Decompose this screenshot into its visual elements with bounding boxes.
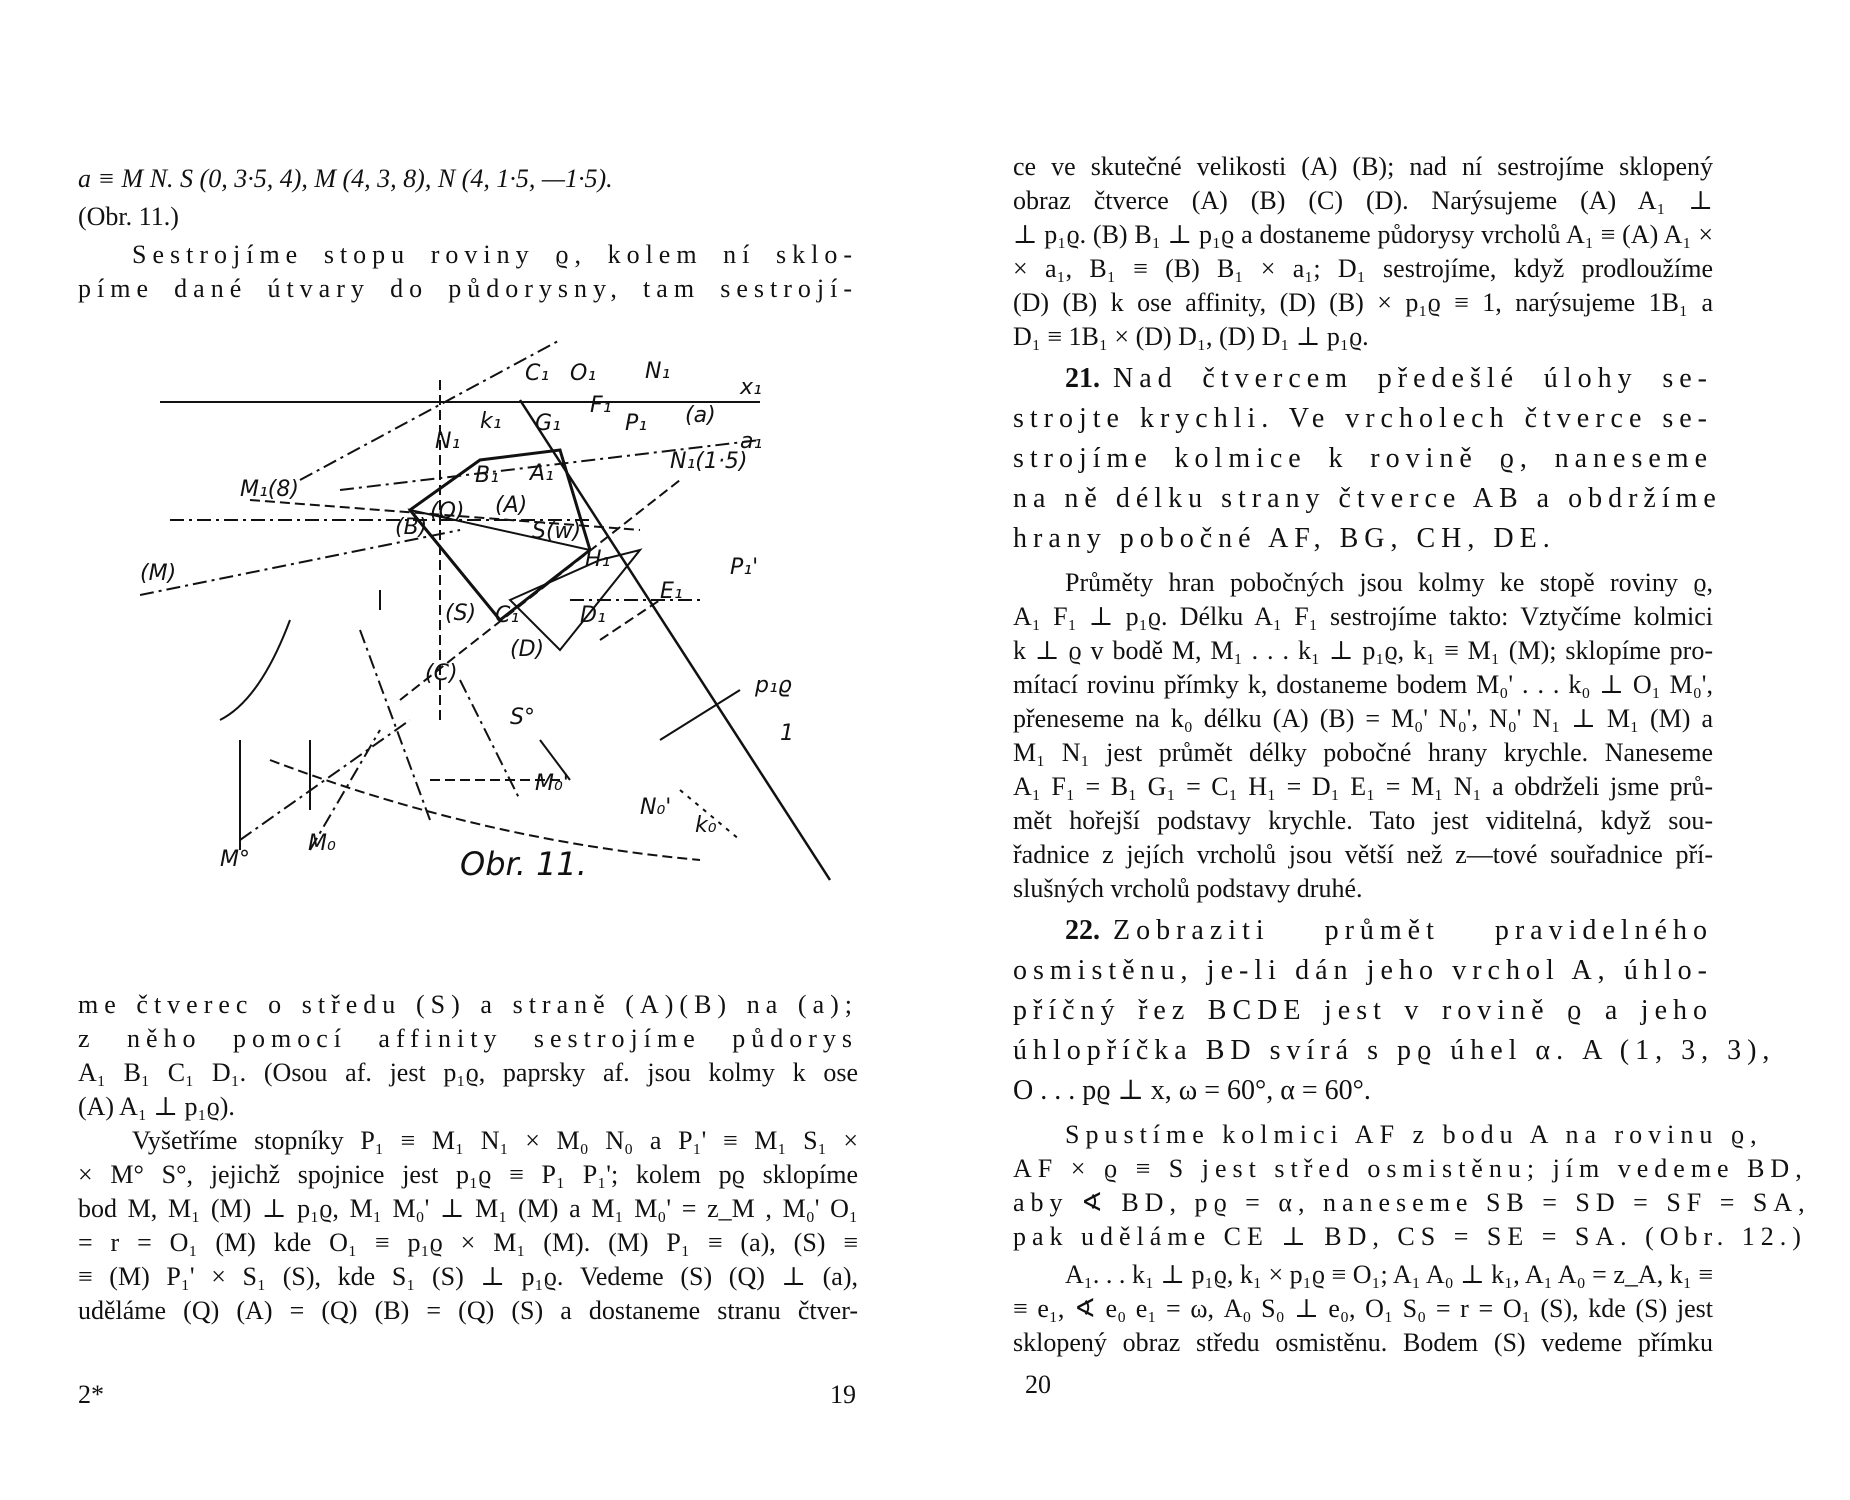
label-G1: G₁ [535,411,561,436]
label-C-paren: (C) [425,661,458,686]
paragraph-line: z něho pomocí affinity sestrojíme půdorys [78,1024,858,1053]
section-21-line: Nad čtvercem předešlé úlohy se- [1113,363,1713,394]
section-21-line: na ně délku strany čtverce AB a obdržíme [1013,483,1722,514]
paragraph-line: obraz čtverce (A) (B) (C) (D). Narýsujeme (A) A₁ ⊥ [1013,186,1713,215]
paragraph-line: přeneseme na k₀ délku (A) (B) = M₀' N₀', N₀' N₁ ⊥ M₁ (M) a [1013,704,1713,733]
section-22-line: příčný řez BCDE jest v rovině ϱ a jeho [1013,995,1713,1026]
paragraph-line: (D) (B) k ose affinity, (D) (B) × p₁ϱ ≡ 1, narýsujeme 1B₁ a [1013,288,1713,317]
section-22-line: osmistěnu, je-li dán jeho vrchol A, úhlo- [1013,955,1713,986]
paragraph-line: sklopený obraz středu osmistěnu. Bodem (S) vedeme přímku [1013,1328,1713,1357]
section-22-number [1065,912,1100,950]
label-P1-prime: P₁' [730,555,759,580]
section-22-line: úhlopříčka BD svírá s pϱ úhel α. A (1, 3, 3), [1013,1035,1776,1066]
paragraph-line: me čtverec o středu (S) a straně (A)(B) na (a); [78,990,858,1019]
paragraph-line: pak uděláme CE ⊥ BD, CS = SE = SA. (Obr. 12.) [1013,1222,1807,1251]
label-D1: D₁ [580,603,606,628]
label-M0-prime: M₀' [535,771,569,796]
label-M-deg: M° [220,847,250,872]
section-21-number [1065,360,1100,398]
section-21-line: strojíme kolmice k rovině ϱ, naneseme [1013,443,1713,474]
paragraph-line: řadnice z jejích vrcholů jsou větší než z—tové souřadnice pří- [1013,840,1713,869]
figure-11-diagram [140,320,840,940]
label-N1-15: N₁(1·5) [670,449,748,474]
paragraph-line: M₁ N₁ jest průmět délky pobočné hrany krychle. Naneseme [1013,738,1713,767]
paragraph-line: ce ve skutečné velikosti (A) (B); nad ní sestrojíme sklopený [1013,152,1713,181]
paragraph-line: ≡ e₁, ∢ e₀ e₁ = ω, A₀ S₀ ⊥ e₀, O₁ S₀ = r = O₁ (S), kde (S) jest [1013,1294,1713,1323]
paragraph-line: píme dané útvary do půdorysny, tam sestrojí- [78,274,858,303]
label-O1: O₁ [570,361,597,386]
paragraph-line: A₁ F₁ = B₁ G₁ = C₁ H₁ = D₁ E₁ = M₁ N₁ a obdrželi jsme prů- [1013,772,1713,801]
paragraph-line: × a₁, B₁ ≡ (B) B₁ × a₁; D₁ sestrojíme, když prodloužíme [1013,254,1713,283]
label-Q: (Q) [430,499,465,524]
section-number: 22. [1065,915,1100,946]
label-E1: E₁ [660,579,683,604]
figure-caption: Obr. 11. [460,845,587,883]
figure-reference: (Obr. 11.) [78,202,179,231]
paragraph-line: Sestrojíme stopu roviny ϱ, kolem ní sklo- [132,240,858,269]
label-k0: k₀ [695,813,717,838]
given-data-line: a ≡ M N. S (0, 3·5, 4), M (4, 3, 8), N (4, 1·5, —1·5). [78,164,613,193]
label-S-dot: S° [510,705,535,730]
paragraph-line: ⊥ p₁ϱ. (B) B₁ ⊥ p₁ϱ a dostaneme půdorysy vrcholů A₁ ≡ (A) A₁ × [1013,220,1713,249]
paragraph-line: AF × ϱ ≡ S jest střed osmistěnu; jím vedeme BD, [1013,1154,1808,1183]
dashdot-line [300,340,560,480]
paragraph-line: A₁ F₁ ⊥ p₁ϱ. Délku A₁ F₁ sestrojíme takto: Vztyčíme kolmici [1013,602,1713,631]
paragraph-line: mět hořejší podstavy krychle. Tato jest viditelná, když sou- [1013,806,1713,835]
paragraph-line: A₁. . . k₁ ⊥ p₁ϱ, k₁ × p₁ϱ ≡ O₁; A₁ A₀ ⊥ k₁, A₁ A₀ = z_A, k₁ ≡ [1065,1260,1713,1289]
label-N1-left: N₁ [435,429,461,454]
short-line [660,690,740,740]
label-A1: A₁ [530,461,554,486]
dashdot-line [360,630,430,820]
paragraph-line: Průměty hran pobočných jsou kolmy ke stopě roviny ϱ, [1065,568,1713,597]
dashdot-line [240,720,410,840]
label-S-w: S(w) [532,519,582,544]
label-S-paren: (S) [445,601,477,626]
arc-left [220,620,290,720]
section-21-line: strojte krychli. Ve vrcholech čtverce se- [1013,403,1713,434]
paragraph-line: = r = O₁ (M) kde O₁ ≡ p₁ϱ × M₁ (M). (M) P₁ ≡ (a), (S) ≡ [78,1228,858,1257]
paragraph-line: ≡ (M) P₁' × S₁ (S), kde S₁ (S) ⊥ p₁ϱ. Vedeme (S) (Q) ⊥ (a), [78,1262,858,1291]
section-number: 21. [1065,363,1100,394]
label-C1: C₁ [525,361,550,386]
label-H1: H₁ [585,547,611,572]
paragraph-line: (A) A₁ ⊥ p₁ϱ). [78,1092,235,1121]
section-22-line: O . . . pϱ ⊥ x, ω = 60°, α = 60°. [1013,1075,1371,1106]
label-p1-rho: p₁ϱ [755,673,792,698]
label-D-paren: (D) [510,637,545,662]
paragraph-line: D₁ ≡ 1B₁ × (D) D₁, (D) D₁ ⊥ p₁ϱ. [1013,322,1369,351]
label-F1: F₁ [590,393,612,418]
label-C1b: C₁ [495,603,520,628]
section-22-line: Zobraziti průmět pravidelného [1113,915,1713,946]
page-number: 20 [1025,1370,1051,1399]
paragraph-line: aby ∢ BD, pϱ = α, naneseme SB = SD = SF = SA, [1013,1188,1811,1217]
label-B-paren: (B) [395,515,428,540]
label-M0: M₀ [308,831,336,856]
right-page [925,0,1850,1500]
label-a1: a₁ [740,429,763,454]
dashdot-line [460,680,520,800]
footer-signature: 2* [78,1380,104,1409]
label-A-paren: (A) [495,493,528,518]
label-B1: B₁ [475,463,499,488]
label-k1: k₁ [480,409,502,434]
label-a-paren: (a) [685,403,716,428]
paragraph-line: bod M, M₁ (M) ⊥ p₁ϱ, M₁ M₀' ⊥ M₁ (M) a M₁ M₀' = z_M , M₀' O₁ [78,1194,858,1223]
paragraph-line: k ⊥ ϱ v bodě M, M₁ . . . k₁ ⊥ p₁ϱ, k₁ ≡ M₁ (M); sklopíme pro- [1013,636,1713,665]
label-P1: P₁ [625,411,648,436]
paragraph-line: mítací rovinu přímky k, dostaneme bodem M₀' . . . k₀ ⊥ O₁ M₀', [1013,670,1713,699]
dashed-line [600,600,660,640]
label-M-paren: (M) [140,561,177,586]
label-N0-prime: N₀' [640,795,672,820]
section-21-line: hrany pobočné AF, BG, CH, DE. [1013,523,1556,554]
page-number: 19 [830,1380,856,1409]
paragraph-line: Vyšetříme stopníky P₁ ≡ M₁ N₁ × M₀ N₀ a P₁' ≡ M₁ S₁ × [132,1126,858,1155]
label-N1-top: N₁ [645,359,671,384]
label-x1: x₁ [740,375,762,400]
paragraph-line: slušných vrcholů podstavy druhé. [1013,874,1363,903]
label-one: 1 [780,721,794,746]
label-M1-8: M₁(8) [240,477,299,502]
paragraph-line: A₁ B₁ C₁ D₁. (Osou af. jest p₁ϱ, paprsky af. jsou kolmy k ose [78,1058,858,1087]
paragraph-line: × M° S°, jejichž spojnice jest p₁ϱ ≡ P₁ P₁'; kolem pϱ sklopíme [78,1160,858,1189]
paragraph-line: uděláme (Q) (A) = (Q) (B) = (Q) (S) a dostaneme stranu čtver- [78,1296,858,1325]
paragraph-line: Spustíme kolmici AF z bodu A na rovinu ϱ, [1065,1120,1763,1149]
